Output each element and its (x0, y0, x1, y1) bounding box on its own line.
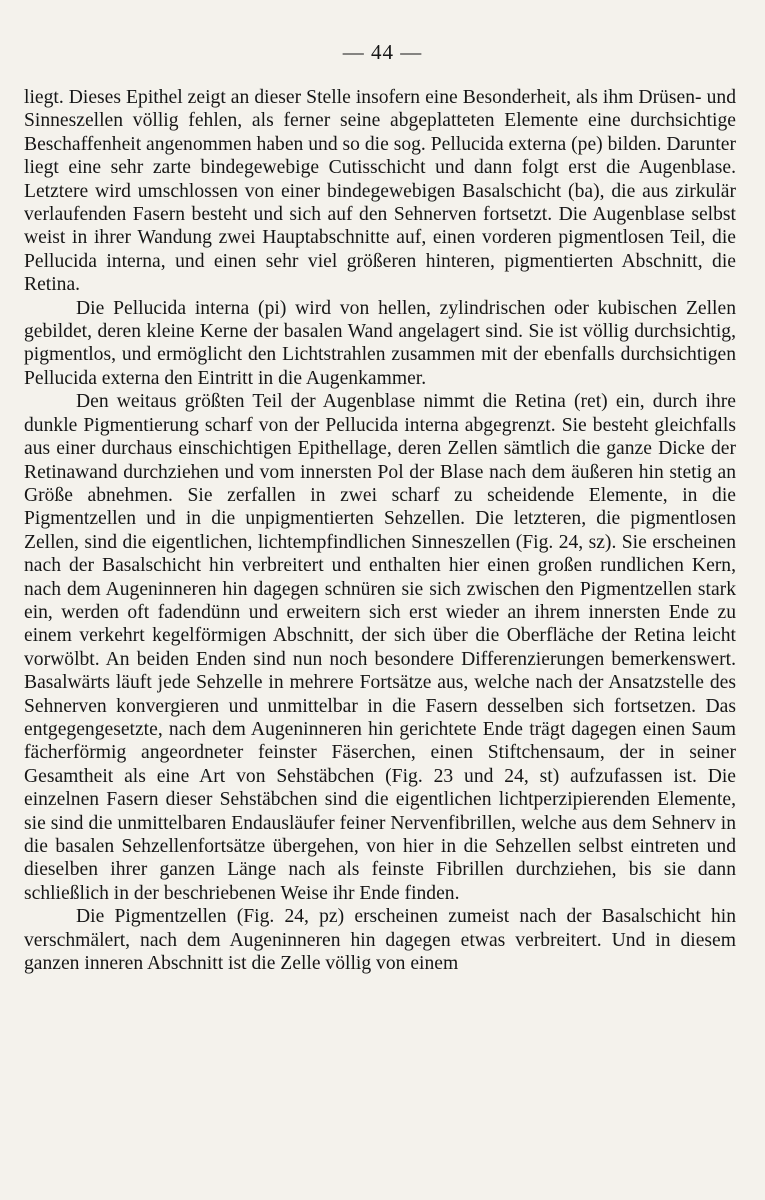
page-number: — 44 — (342, 40, 423, 64)
paragraph: Die Pigmentzellen (Fig. 24, pz) erscheinen zumeist nach der Basalschicht hin verschmälert, nach dem Augeninneren hin dagegen etwas verbreitert. Und in diesem ganzen inneren Abschnitt ist die Zelle völlig von einem (24, 906, 736, 975)
body-text (24, 86, 736, 975)
paragraph: liegt. Dieses Epithel zeigt an dieser Stelle insofern eine Besonderheit, als ihm Drüsen- und Sinneszellen völlig fehlen, als ferner seine abgeplatteten Elemente eine durchsichtige Beschaffenheit angenommen haben und so die sog. Pellucida externa (pe) bilden. Darunter liegt eine sehr zarte bindegewebige Cutisschicht und dann folgt erst die Augenblase. Letztere wird umschlossen von einer bindegewebigen Basalschicht (ba), die aus zirkulär verlaufenden Fasern besteht und sich auf den Sehnerven fortsetzt. Die Augenblase selbst weist in ihrer Wandung zwei Hauptabschnitte auf, einen vorderen pigmentlosen Teil, die Pellucida interna, und einen sehr viel größeren hinteren, pigmentierten Abschnitt, die Retina. (24, 87, 736, 296)
paragraph: Den weitaus größten Teil der Augenblase nimmt die Retina (ret) ein, durch ihre dunkle Pigmentierung scharf von der Pellucida interna abgegrenzt. Sie besteht gleichfalls aus einer durchaus einschichtigen Epithellage, deren Zellen sämtlich die ganze Dicke der Retinawand durchziehen und vom innersten Pol der Blase nach dem äußeren hin stetig an Größe abnehmen. Sie zerfallen in zwei scharf zu scheidende Elemente, in die Pigmentzellen und in die unpigmentierten Sehzellen. Die letzteren, die pigmentlosen Zellen, sind die eigentlichen, lichtempfindlichen Sinneszellen (Fig. 24, sz). Sie erscheinen nach der Basalschicht hin verbreitert und enthalten hier einen großen rundlichen Kern, nach dem Augeninneren hin dagegen schnüren sie sich zwischen den Pigmentzellen stark ein, werden oft fadendünn und erweitern sich erst wieder an ihrem innersten Ende zu einem verkehrt kegelförmigen Abschnitt, der sich über die Oberfläche der Retina leicht vorwölbt. An beiden Enden sind nun noch besondere Differenzierungen bemerkenswert. Basalwärts läuft jede Sehzelle in mehrere Fortsätze aus, welche nach der Ansatzstelle des Sehnerven konvergieren und unmittelbar in die Fasern desselben sich fortsetzen. Das entgegengesetzte, nach dem Augeninneren hin gerichtete Ende trägt dagegen einen Saum fächerförmig angeordneter feinster Fäserchen, einen Stiftchensaum, der in seiner Gesamtheit als eine Art von Sehstäbchen (Fig. 23 und 24, st) aufzufassen ist. Die einzelnen Fasern dieser Sehstäbchen sind die eigentlichen lichtperzipierenden Elemente, sie sind die unmittelbaren Endausläufer feiner Nervenfibrillen, welche aus dem Sehnerv in die basalen Sehzellenfortsätze übergehen, von hier in die Sehzellen selbst eintreten und dieselben ihrer ganzen Länge nach als feinste Fibrillen durchziehen, bis sie dann schließlich in der beschriebenen Weise ihr Ende finden. (24, 391, 736, 904)
paragraph: Die Pellucida interna (pi) wird von hellen, zylindrischen oder kubischen Zellen gebildet, deren kleine Kerne der basalen Wand angelagert sind. Sie ist völlig durchsichtig, pigmentlos, und ermöglicht den Lichtstrahlen zusammen mit der ebenfalls durchsichtigen Pellucida externa den Eintritt in die Augenkammer. (24, 297, 736, 389)
